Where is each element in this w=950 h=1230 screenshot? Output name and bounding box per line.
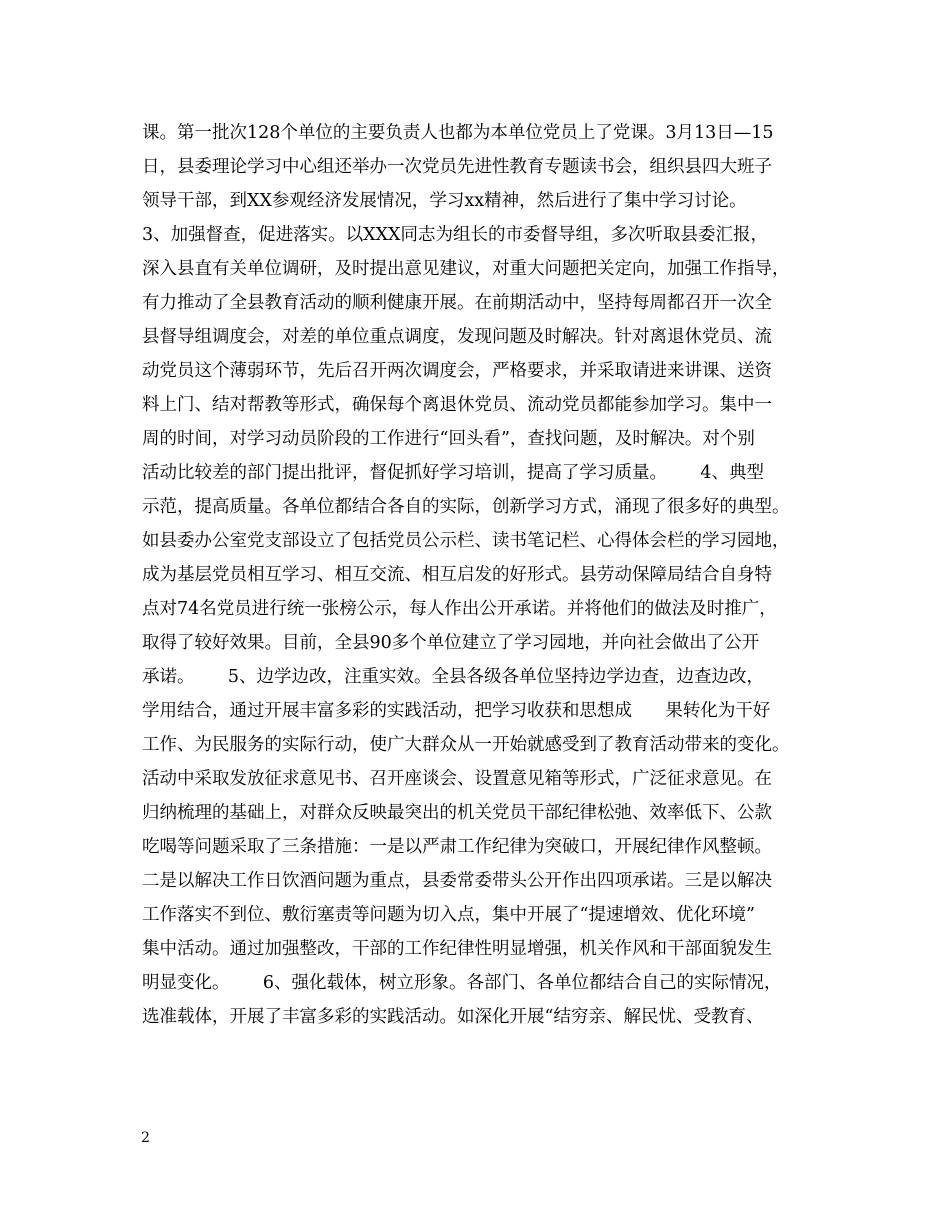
text-line: 3、加强督查，促进落实。以XXX同志为组长的市委督导组，多次听取县委汇报， <box>142 225 769 245</box>
text-line: 课。第一批次128个单位的主要负责人也都为本单位党员上了党课。3月13日—15 <box>142 123 774 143</box>
text-line: 县督导组调度会，对差的单位重点调度，发现问题及时解决。针对离退休党员、流 <box>142 327 772 347</box>
text-line: 工作落实不到位、敷衍塞责等问题为切入点，集中开展了“提速增效、优化环境” <box>142 905 755 925</box>
text-line: 明显变化。 6、强化载体，树立形象。各部门、各单位都结合自己的实际情况， <box>142 973 782 993</box>
text-line: 吃喝等问题采取了三条措施：一是以严肃工作纪律为突破口，开展纪律作风整顿。 <box>142 837 772 857</box>
text-line: 动党员这个薄弱环节，先后召开两次调度会，严格要求，并采取请进来讲课、送资 <box>142 361 772 381</box>
text-line: 活动中采取发放征求意见书、召开座谈会、设置意见箱等形式，广泛征求意见。在 <box>142 769 772 789</box>
text-line: 点对74名党员进行统一张榜公示，每人作出公开承诺。并将他们的做法及时推广， <box>142 599 777 619</box>
text-line: 周的时间，对学习动员阶段的工作进行“回头看”，查找问题，及时解决。对个别 <box>142 429 755 449</box>
text-line: 示范，提高质量。各单位都结合各自的实际，创新学习方式，涌现了很多好的典型。 <box>142 497 790 517</box>
text-line: 料上门、结对帮教等形式，确保每个离退休党员、流动党员都能参加学习。集中一 <box>142 395 772 415</box>
text-line: 学用结合，通过开展丰富多彩的实践活动，把学习收获和思想成 果转化为干好 <box>142 701 771 721</box>
text-line: 深入县直有关单位调研，及时提出意见建议，对重大问题把关定向，加强工作指导， <box>142 259 790 279</box>
text-line: 日，县委理论学习中心组还举办一次党员先进性教育专题读书会，组织县四大班子 <box>142 157 772 177</box>
text-line: 取得了较好效果。目前，全县90多个单位建立了学习园地，并向社会做出了公开 <box>142 633 760 653</box>
page-number: 2 <box>141 1130 150 1146</box>
text-line: 归纳梳理的基础上，对群众反映最突出的机关党员干部纪律松弛、效率低下、公款 <box>142 803 772 823</box>
text-line: 工作、为民服务的实际行动，使广大群众从一开始就感受到了教育活动带来的变化。 <box>142 735 790 755</box>
text-line: 活动比较差的部门提出批评，督促抓好学习培训，提高了学习质量。 4、典型 <box>142 463 765 483</box>
text-line: 成为基层党员相互学习、相互交流、相互启发的好形式。县劳动保障局结合自身特 <box>142 565 772 585</box>
text-line: 选准载体，开展了丰富多彩的实践活动。如深化开展“结穷亲、解民忧、受教育、 <box>142 1007 764 1027</box>
text-line: 如县委办公室党支部设立了包括党员公示栏、读书笔记栏、心得体会栏的学习园地， <box>142 531 790 551</box>
text-line: 承诺。 5、边学边改，注重实效。全县各级各单位坚持边学边查，边查边改， <box>142 667 765 687</box>
text-line: 有力推动了全县教育活动的顺利健康开展。在前期活动中，坚持每周都召开一次全 <box>142 293 772 313</box>
body-text <box>142 116 832 1034</box>
text-line: 集中活动。通过加强整改，干部的工作纪律性明显增强，机关作风和干部面貌发生 <box>142 939 772 959</box>
text-line: 领导干部，到XX参观经济发展情况，学习xx精神，然后进行了集中学习讨论。 <box>142 191 747 211</box>
text-line: 二是以解决工作日饮酒问题为重点，县委常委带头公开作出四项承诺。三是以解决 <box>142 871 772 891</box>
